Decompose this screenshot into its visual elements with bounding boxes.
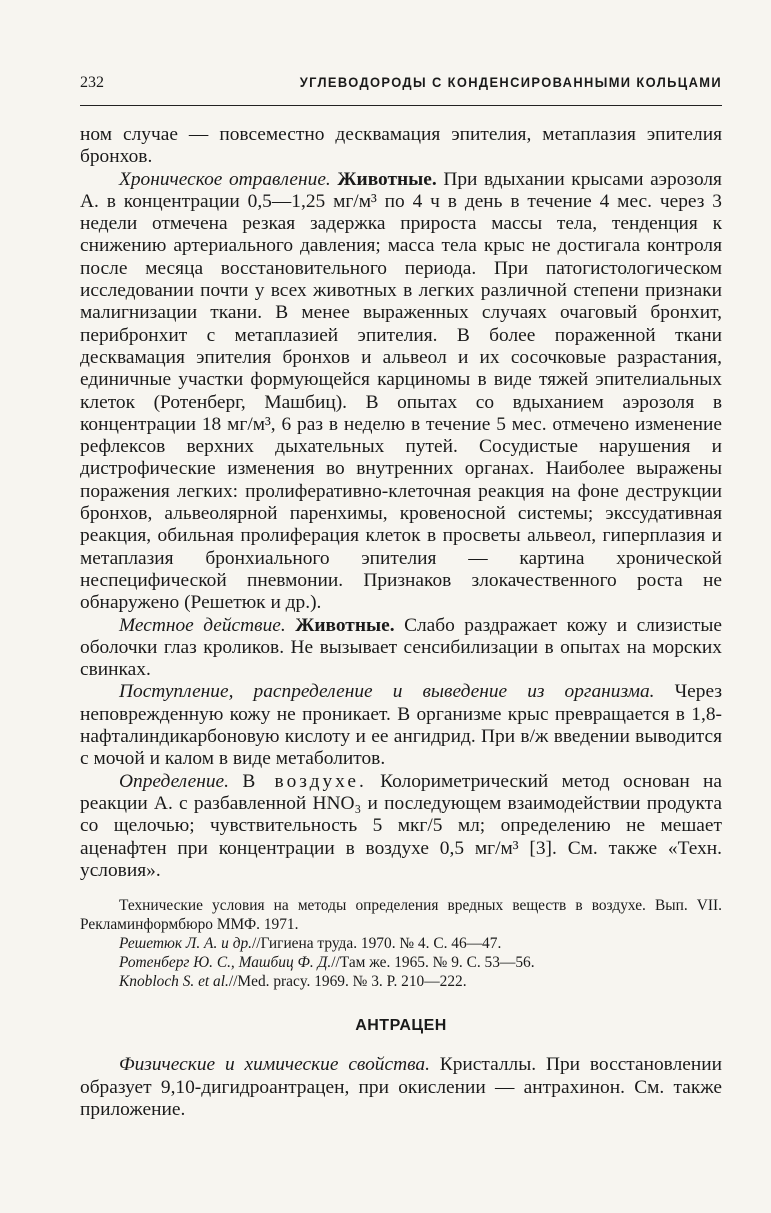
reference-authors: Решетюк Л. А. и др. [119,935,253,953]
page-number: 232 [80,74,104,91]
reference-item [80,934,722,953]
paragraph-intake [80,681,722,770]
header-rule [80,105,722,106]
reference-item [80,896,722,934]
subheading-chronic: Хроническое отравление. [119,168,331,190]
label-animals: Животные. [337,168,437,190]
paragraph-text: Через неповрежденную кожу не проникает. В организме крыс превращается в 1,8-нафталиндикарбоновую кислоту и ее ангидрид. При в/ж введении выводится с мочой и калом в виде метаболитов. [80,681,722,770]
reference-authors: Knobloch S. et al. [119,973,229,991]
paragraph-chronic-poisoning [80,169,722,615]
subheading-determination: Определение. [119,770,230,792]
paragraph-local-action [80,615,722,682]
paragraph-determination [80,771,722,882]
section-title: АНТРАЦЕН [355,1017,447,1035]
reference-item [80,953,722,972]
paragraph-text: Колориметрический метод основан на реакции А. с разбавленной HNO₃ и последующем взаимодействии продукта со щелочью; чувствительность 5 мкг/5 мл; определению не мешает аценафтен при концентрации в воздухе 0,5 мг/м³ [3]. См. также «Техн. условия». [80,770,722,881]
main-text [80,124,722,1121]
reference-text: //Там же. 1965. № 9. С. 53—56. [331,954,535,972]
subheading-properties: Физические и химические свойства. [119,1054,430,1076]
reference-authors: Ротенберг Ю. С., Машбиц Ф. Д. [119,954,332,972]
paragraph-continuation [80,124,722,169]
subheading-local: Местное действие. [119,614,286,636]
paragraph-text: Кристаллы. При восстановлении образует 9,10-дигидроантрацен, при окислении — антрахинон. См. также приложение. [80,1054,722,1120]
paragraph-text: Слабо раздражает кожу и слизистые оболочки глаз кроликов. Не вызывает сенсибилизации в опытах на морских свинках. [80,614,722,681]
label-in-air: В воздухе. [242,770,367,792]
label-animals: Животные. [295,614,395,636]
reference-text: //Гигиена труда. 1970. № 4. С. 46—47. [252,935,502,953]
paragraph-text: ном случае — повсеместно десквамация эпителия, метаплазия эпителия бронхов. [80,124,722,168]
reference-text: //Med. pracy. 1969. № 3. P. 210—222. [228,973,467,991]
reference-text: Технические условия на методы определения вредных веществ в воздухе. Вып. VII. Рекламинформбюро ММФ. 1971. [80,897,722,934]
page-header [80,74,722,92]
subheading-intake: Поступление, распределение и выведение из организма. [119,681,655,703]
paragraph-text: При вдыхании крысами аэрозоля А. в концентрации 0,5—1,25 мг/м³ по 4 ч в день в течение 4 мес. через 3 недели отмечена резкая задержка прироста массы тела, тенденция к снижению артериального давления; масса тела крыс не достигала контроля после месяца восстановительного периода. При патогистологическом исследовании почти у всех животных в легких различной степени признаки малигнизации ткани. В менее выраженных случаях очаговый бронхит, перибронхит с метаплазией эпителия. В более пораженной ткани десквамация эпителия бронхов и альвеол и их сосочковые разрастания, единичные участки формующейся карциномы в виде тяжей эпителиальных клеток (Ротенберг, Машбиц). В опытах со вдыханием аэрозоля в концентрации 18 мг/м³, 6 раз в неделю в течение 5 мес. отмечено изменение рефлексов верхних дыхательных путей. Сосудистые нарушения и дистрофические изменения во внутренних органах. Наиболее выражены поражения легких: пролиферативно-клеточная реакция на фоне деструкции бронхов, альвеолярной паренхимы, кровеносной системы; экссудативная реакция, обильная пролиферация клеток в просветы альвеол, гиперплазия и метаплазия бронхиального эпителия — картина хронической неспецифической пневмонии. Признаков злокачественного роста не обнаружено (Решетюк и др.). [80,168,722,614]
paragraph-properties [80,1054,722,1121]
running-title: УГЛЕВОДОРОДЫ С КОНДЕНСИРОВАННЫМИ КОЛЬЦАМИ [299,74,722,90]
reference-item [80,972,722,991]
references [80,896,722,991]
